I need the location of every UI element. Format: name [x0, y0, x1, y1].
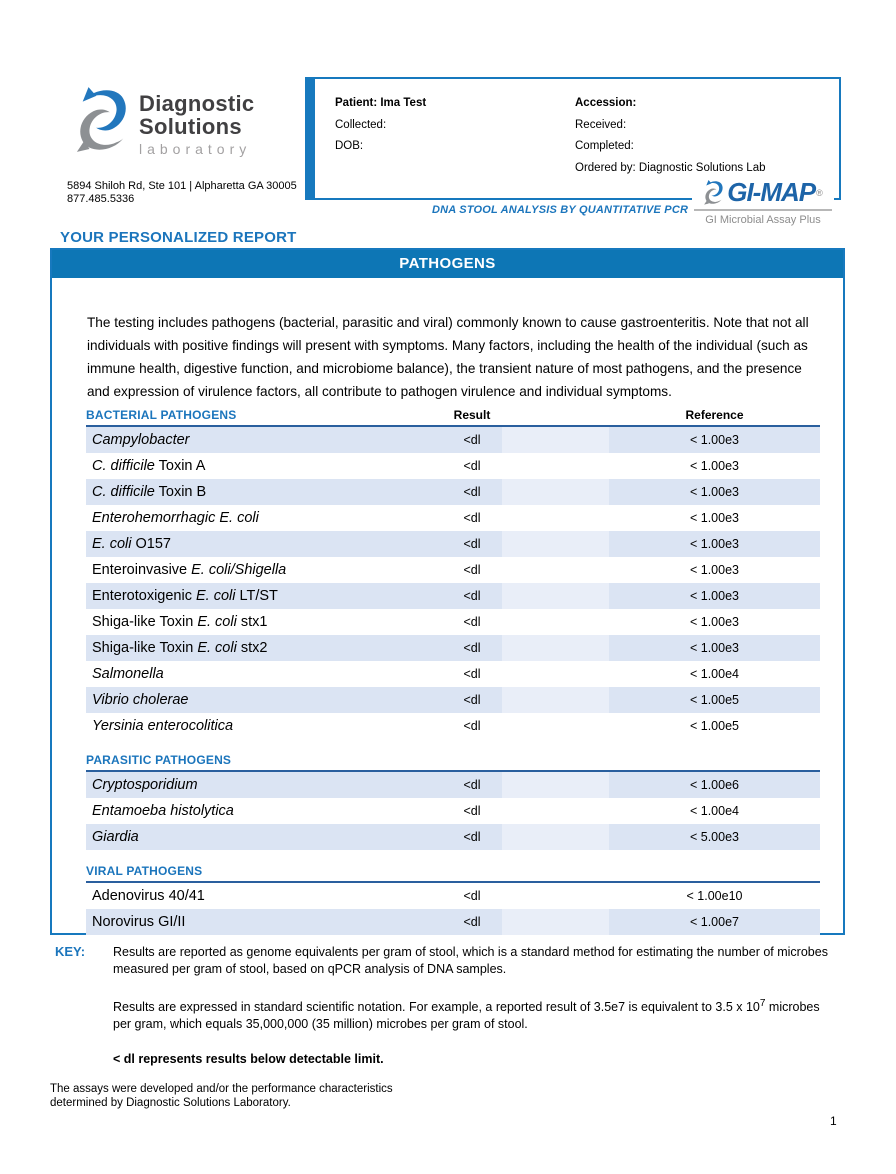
pathogen-name-part: E. coli [197, 640, 237, 656]
row-spacer-cell [502, 427, 609, 453]
pathogen-name-part: Vibrio cholerae [92, 692, 189, 708]
ordered-by-field: Ordered by: Diagnostic Solutions Lab [575, 161, 766, 174]
reference-value: < 1.00e4 [689, 667, 739, 681]
gimap-tagline: GI Microbial Assay Plus [705, 214, 821, 226]
pathogen-row [86, 453, 820, 479]
pathogen-name [86, 909, 442, 935]
result-value: <dl [442, 687, 502, 713]
pathogen-name-part: Salmonella [92, 666, 164, 682]
pathogen-name [86, 479, 442, 505]
pathogen-row [86, 505, 820, 531]
lab-address [67, 180, 297, 206]
received-field: Received: [575, 118, 627, 131]
pathogen-name-part: Toxin A [154, 458, 206, 474]
pathogen-name-part: E. coli [197, 614, 237, 630]
key-paragraph-2 [113, 996, 837, 1032]
row-spacer-cell [502, 479, 609, 505]
row-spacer-cell [502, 713, 609, 739]
section-title: VIRAL PATHOGENS [86, 864, 203, 878]
lab-address-line1: 5894 Shiloh Rd, Ste 101 | Alpharetta GA 30005 [67, 180, 297, 192]
pathogen-name-part: Enterotoxigenic [92, 588, 196, 604]
table-section-header [86, 752, 820, 772]
row-spacer-cell [502, 635, 609, 661]
row-spacer-cell [502, 687, 609, 713]
table-section-header [86, 407, 820, 427]
pathogen-name [86, 772, 442, 798]
reference-value: < 5.00e3 [609, 824, 820, 850]
gimap-swirl-icon [703, 179, 725, 206]
row-spacer-cell [502, 531, 609, 557]
gimap-logo [692, 177, 834, 226]
accession-field: Accession: [575, 97, 637, 109]
completed-field: Completed: [575, 140, 634, 152]
result-value: <dl [442, 479, 502, 505]
analysis-title: DNA STOOL ANALYSIS BY QUANTITATIVE PCR [432, 204, 689, 216]
key-section [55, 944, 837, 1068]
pathogen-name-part: Campylobacter [92, 432, 190, 448]
row-spacer-cell [502, 661, 609, 687]
pathogen-table [86, 407, 820, 935]
row-spacer-cell [502, 453, 609, 479]
pathogen-name-part: Enteroinvasive [92, 562, 192, 578]
pathogen-name-part: O157 [131, 536, 171, 552]
lab-swirl-icon [74, 84, 132, 156]
pathogen-name-part: Adenovirus 40/41 [92, 888, 205, 904]
pathogens-panel [50, 248, 845, 935]
gimap-logo-top [692, 177, 834, 208]
reference-value: < 1.00e3 [609, 479, 820, 505]
lab-address-line2: 877.485.5336 [67, 193, 135, 205]
pathogen-name-part: Entamoeba histolytica [92, 803, 234, 819]
result-value: <dl [442, 909, 502, 935]
pathogen-name-part: Toxin B [154, 484, 207, 500]
result-value: <dl [463, 563, 481, 577]
patient-name-field: Patient: Ima Test [335, 97, 427, 109]
reference-value: < 1.00e3 [609, 583, 820, 609]
intro-paragraph: The testing includes pathogens (bacterial, parasitic and viral) commonly known to cause gastroenteritis. Note that not all individuals with positive findings will present with symptoms. Many factors, including the health of the individual (such as immune health, digestive function, and microbiome balance), the transient nature of most pathogens, and the presence and expression of virulence factors, all contribute to pathogen virulence and individual symptoms. [87, 315, 809, 399]
page-number: 1 [830, 1114, 837, 1128]
pathogen-name-part: Shiga-like Toxin [92, 614, 198, 630]
patient-info-left [335, 93, 575, 198]
pathogen-row [86, 531, 820, 557]
reference-value: < 1.00e3 [689, 511, 739, 525]
pathogen-name-part: Norovirus GI/II [92, 914, 186, 930]
pathogen-name [86, 531, 442, 557]
lab-logo-text [139, 84, 254, 157]
pathogen-name [86, 609, 442, 635]
collected-field: Collected: [335, 118, 387, 131]
result-value: <dl [442, 427, 502, 453]
key-paragraph-1: Results are reported as genome equivalents per gram of stool, which is a standard method for estimating the number of microbes measured per gram of stool, based on qPCR analysis of DNA samples. [113, 945, 828, 976]
result-value: <dl [442, 635, 502, 661]
pathogen-name-part: Enterohemorrhagic E. coli [92, 510, 259, 526]
pathogen-row [86, 824, 820, 850]
pathogen-name [86, 687, 442, 713]
pathogen-name [86, 824, 442, 850]
pathogen-name [86, 557, 442, 583]
reference-value: < 1.00e6 [609, 772, 820, 798]
row-spacer-cell [502, 557, 609, 583]
pathogen-row [86, 687, 820, 713]
pathogen-row [86, 713, 820, 739]
reference-value: < 1.00e3 [609, 635, 820, 661]
reference-value: < 1.00e3 [609, 531, 820, 557]
result-value: <dl [463, 889, 481, 903]
result-value: <dl [463, 804, 481, 818]
pathogen-row [86, 909, 820, 935]
reference-value: < 1.00e5 [609, 687, 820, 713]
assay-disclaimer-line2: determined by Diagnostic Solutions Laboratory. [50, 1097, 291, 1109]
reference-column-header: Reference [685, 408, 744, 422]
pathogen-row [86, 883, 820, 909]
assay-disclaimer-line1: The assays were developed and/or the performance characteristics [50, 1083, 393, 1095]
table-section [86, 863, 820, 935]
pathogen-name [86, 661, 442, 687]
key-paragraph-2-text: Results are expressed in standard scientific notation. For example, a reported result of 3.5e7 is equivalent to 3.5 x 10 [113, 1000, 760, 1015]
row-spacer-cell [502, 583, 609, 609]
table-section [86, 752, 820, 850]
lab-logo-line2: Solutions [139, 114, 242, 139]
pathogen-name [86, 505, 442, 531]
pathogen-name-part: Giardia [92, 829, 139, 845]
section-title: BACTERIAL PATHOGENS [86, 408, 237, 422]
pathogen-row [86, 798, 820, 824]
result-value: <dl [463, 667, 481, 681]
pathogen-name-part: C. difficile [92, 458, 155, 474]
pathogen-name-part: stx1 [236, 614, 268, 630]
personalized-report-label: YOUR PERSONALIZED REPORT [60, 229, 297, 246]
key-label: KEY: [55, 944, 86, 959]
reference-value: < 1.00e3 [689, 459, 739, 473]
row-spacer-cell [502, 609, 609, 635]
row-spacer-cell [502, 909, 609, 935]
gimap-name: GI-MAP [727, 177, 816, 207]
reference-value: < 1.00e5 [689, 719, 739, 733]
key-exponent: 7 [759, 998, 766, 1009]
reference-value: < 1.00e3 [689, 563, 739, 577]
pathogen-name-part: E. coli/Shigella [191, 562, 287, 578]
pathogen-name-part: Cryptosporidium [92, 777, 198, 793]
pathogen-row [86, 479, 820, 505]
table-section [86, 407, 820, 739]
pathogens-banner: PATHOGENS [52, 250, 843, 278]
row-spacer-cell [502, 824, 609, 850]
pathogen-name-part: Yersinia enterocolitica [92, 718, 234, 734]
registered-trademark-icon: ® [816, 187, 823, 198]
key-body [113, 944, 837, 1068]
result-value: <dl [442, 583, 502, 609]
lab-logo [74, 84, 254, 157]
result-value: <dl [463, 511, 481, 525]
pathogen-name-part: stx2 [236, 640, 268, 656]
pathogen-name-part: LT/ST [235, 588, 278, 604]
pathogen-name [86, 583, 442, 609]
assay-disclaimer [50, 1082, 393, 1110]
pathogen-name [86, 635, 442, 661]
pathogen-row [86, 609, 820, 635]
lab-logo-line3: laboratory [139, 141, 252, 157]
pathogen-row [86, 661, 820, 687]
dob-field: DOB: [335, 140, 364, 152]
pathogen-name-part: E. coli [195, 588, 236, 604]
row-spacer-cell [502, 883, 609, 909]
pathogen-name-part: Shiga-like Toxin [92, 640, 198, 656]
row-spacer-cell [502, 505, 609, 531]
row-spacer-cell [502, 772, 609, 798]
result-value: <dl [463, 615, 481, 629]
pathogen-name-part: C. difficile [92, 484, 155, 500]
result-value: <dl [463, 459, 481, 473]
reference-value: < 1.00e7 [609, 909, 820, 935]
table-section-header [86, 863, 820, 883]
detectable-limit-note: < dl represents results below detectable limit. [113, 1052, 384, 1067]
result-value: <dl [463, 719, 481, 733]
pathogen-row [86, 427, 820, 453]
reference-value: < 1.00e4 [689, 804, 739, 818]
pathogen-name [86, 713, 442, 739]
pathogen-name [86, 883, 442, 909]
reference-value: < 1.00e3 [689, 615, 739, 629]
pathogen-name [86, 798, 442, 824]
result-value: <dl [442, 772, 502, 798]
pathogen-row [86, 772, 820, 798]
pathogen-name [86, 453, 442, 479]
pathogen-name-part: E. coli [92, 536, 132, 552]
key-paragraph-2-tail: microbes per gram, which equals 35,000,000 (35 million) microbes per gram of stool. [113, 1000, 820, 1031]
result-value: <dl [442, 824, 502, 850]
pathogen-row [86, 635, 820, 661]
pathogen-name [86, 427, 442, 453]
result-column-header: Result [453, 408, 491, 422]
pathogen-row [86, 557, 820, 583]
row-spacer-cell [502, 798, 609, 824]
gimap-divider [694, 209, 832, 211]
reference-value: < 1.00e10 [686, 889, 743, 903]
reference-value: < 1.00e3 [609, 427, 820, 453]
result-value: <dl [442, 531, 502, 557]
pathogen-row [86, 583, 820, 609]
lab-logo-line1: Diagnostic [139, 91, 255, 116]
section-title: PARASITIC PATHOGENS [86, 753, 232, 767]
